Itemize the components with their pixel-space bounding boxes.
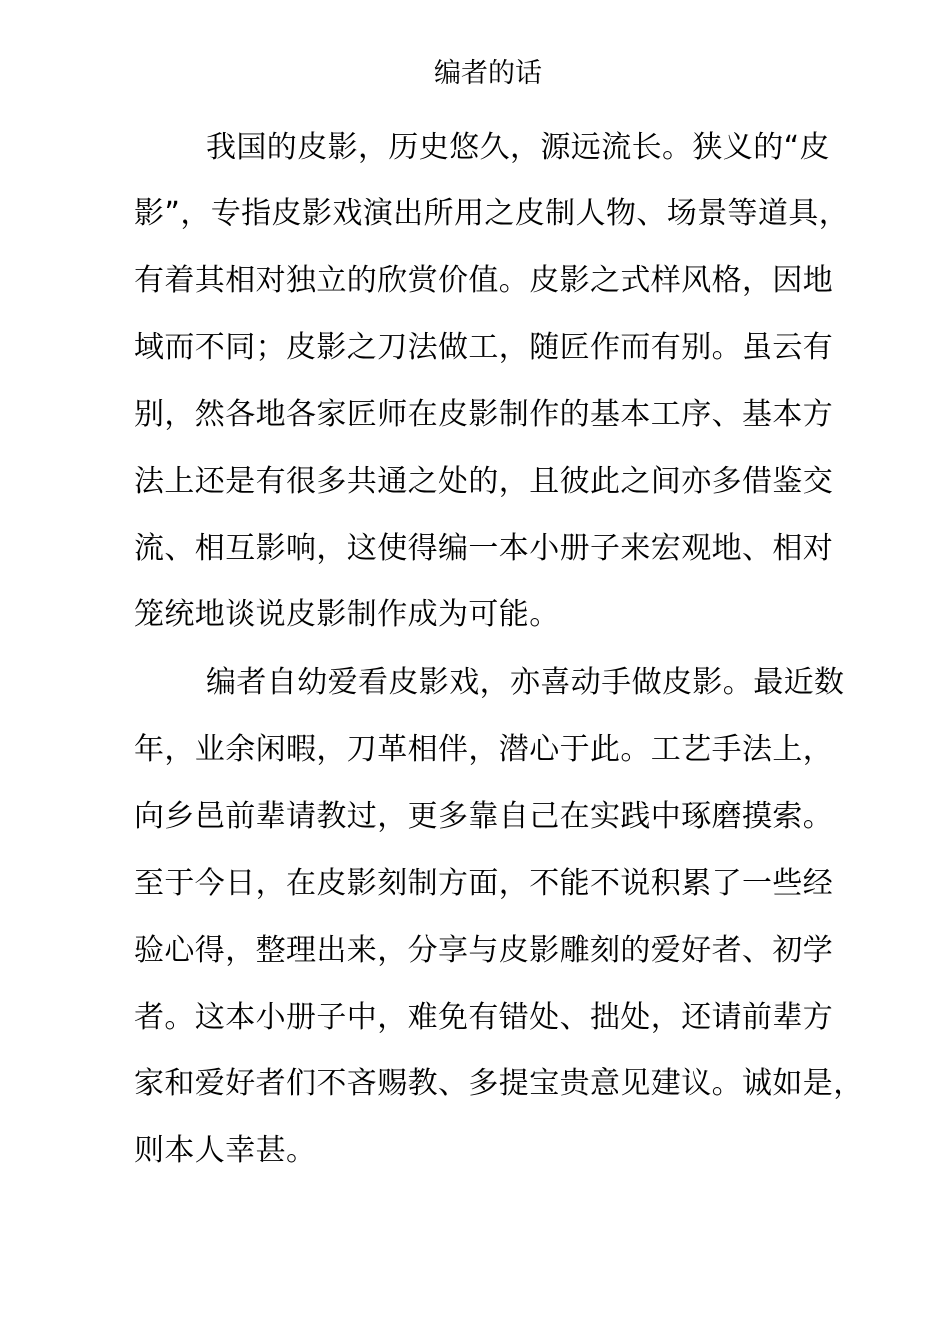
paragraph-2-line-7: 家和爱好者们不吝赐教、多提宝贵意见建议。诚如是， [134,1066,864,1101]
document-title: 编者的话 [434,58,542,89]
paragraph-2-line-2: 年，业余闲暇，刀革相伴，潜心于此。工艺手法上， [134,732,834,767]
paragraph-1-line-1: 我国的皮影，历史悠久，源远流长。狭义的“皮 [206,130,830,165]
paragraph-2-line-5: 验心得，整理出来，分享与皮影雕刻的爱好者、初学 [134,933,834,968]
paragraph-2-line-8: 则本人幸甚。 [134,1133,317,1168]
paragraph-2-line-4: 至于今日，在皮影刻制方面，不能不说积累了一些经 [134,866,834,901]
paragraph-1-line-3: 有着其相对独立的欣赏价值。皮影之式样风格，因地 [134,263,834,298]
paragraph-1-line-4: 域而不同；皮影之刀法做工，随匠作而有别。虽云有 [134,330,834,365]
paragraph-1-line-5: 别，然各地各家匠师在皮影制作的基本工序、基本方 [134,397,834,432]
paragraph-1-line-8: 笼统地谈说皮影制作成为可能。 [134,597,560,632]
paragraph-1-line-6: 法上还是有很多共通之处的，且彼此之间亦多借鉴交 [134,464,834,499]
paragraph-1-line-2: 影”，专指皮影戏演出所用之皮制人物、场景等道具， [134,196,850,231]
paragraph-2-line-3: 向乡邑前辈请教过，更多靠自己在实践中琢磨摸索。 [134,799,834,834]
paragraph-2-line-6: 者。这本小册子中，难免有错处、拙处，还请前辈方 [134,1000,834,1035]
paragraph-2-line-1: 编者自幼爱看皮影戏，亦喜动手做皮影。最近数 [206,665,845,700]
paragraph-1-line-7: 流、相互影响，这使得编一本小册子来宏观地、相对 [134,531,834,566]
